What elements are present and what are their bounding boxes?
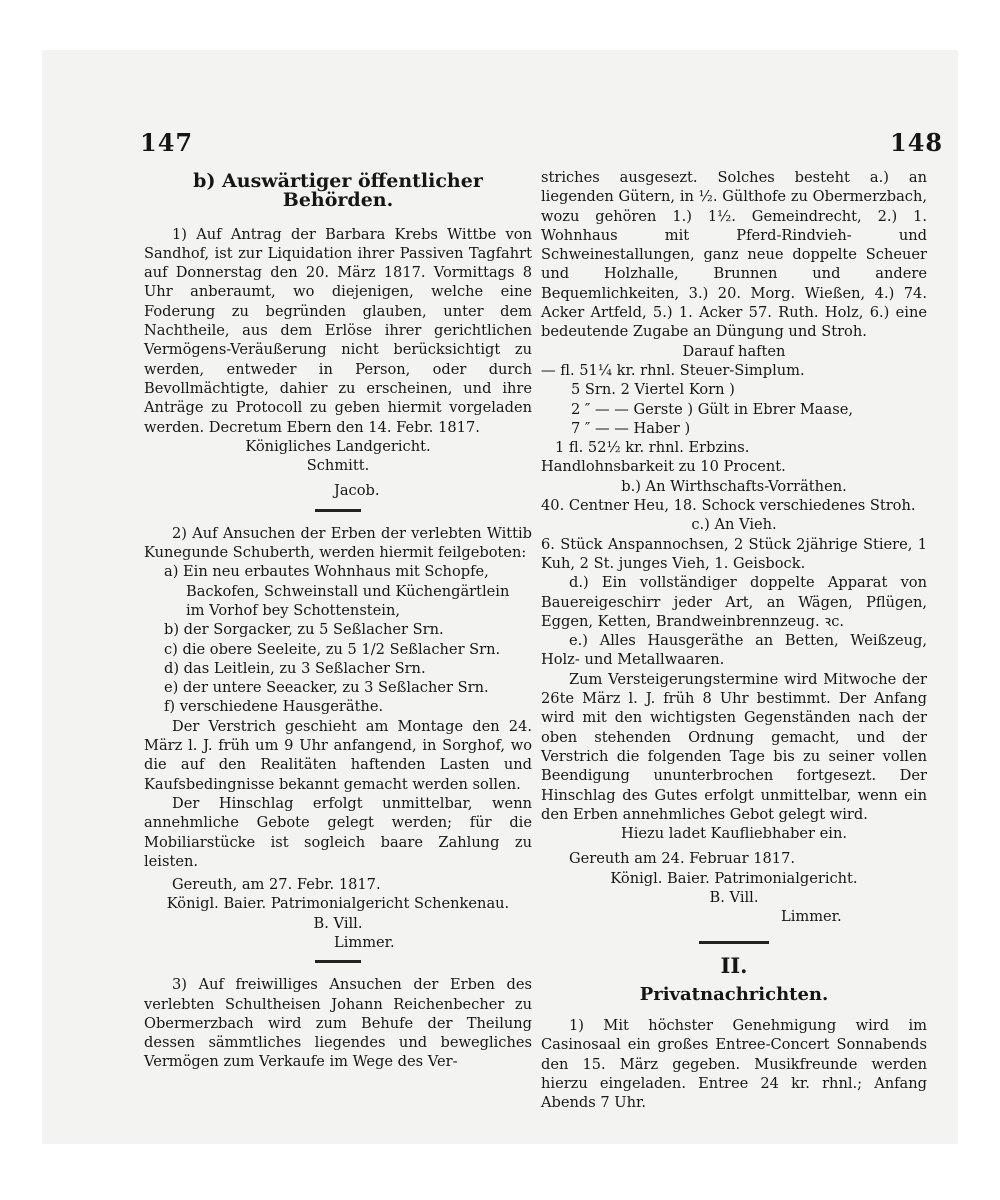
- liability-line: Handlohnsbarkeit zu 10 Procent.: [541, 458, 786, 476]
- stores-heading: b.) An Wirthschafts-Vorräthen.: [621, 477, 847, 495]
- liability-line: 7 ″ — — Haber ): [571, 419, 691, 437]
- private-notice-1: 1) Mit höchster Genehmigung wird im Casinosaal ein großes Entree-Concert Sonnabends den 15. März gegeben. Musikfreunde werden hierzu eingeladen. Entree 24 kr. rhnl.; Anfang Abends 7 Uhr.: [541, 1017, 927, 1112]
- notice-2-date: Gereuth, am 27. Febr. 1817.: [172, 876, 381, 894]
- separator-rule: [315, 509, 361, 512]
- notice-2-intro: 2) Auf Ansuchen der Erben der verlebten Wittib Kunegunde Schuberth, werden hiermit feilgeboten:: [144, 524, 532, 562]
- auction-invitation: Hiezu ladet Kaufliebhaber ein.: [620, 825, 848, 843]
- notice-2-signature-1: B. Vill.: [313, 914, 363, 932]
- separator-rule: [699, 941, 769, 944]
- right-page-number: 148: [890, 128, 944, 157]
- liability-line: 5 Srn. 2 Viertel Korn ): [571, 381, 735, 399]
- notice-1-signature-1: Schmitt.: [306, 457, 370, 475]
- notice-2-item: f) verschiedene Hausgeräthe.: [164, 698, 384, 716]
- livestock-text: 6. Stück Anspannochsen, 2 Stück 2jährige Stiere, 1 Kuh, 2 St. junges Vieh, 1. Geisbock.: [541, 535, 927, 572]
- section-heading: b) Auswärtiger öffentlicher Behörden.: [193, 170, 483, 212]
- liability-line: 1 fl. 52½ kr. rhnl. Erbzins.: [555, 439, 750, 457]
- left-page-number: 147: [140, 128, 194, 157]
- notice-2-item: d) das Leitlein, zu 3 Seßlacher Srn.: [164, 659, 426, 677]
- notice-2-item: a) Ein neu erbautes Wohnhaus mit Schopfe, Backofen, Schweinstall und Küchengärtlein im Vorhof bey Schottenstein,: [164, 563, 510, 619]
- household-text: e.) Alles Hausgeräthe an Betten, Weißzeug, Holz- und Metallwaaren.: [541, 632, 927, 669]
- notice-1-signature-2: Jacob.: [334, 482, 380, 500]
- section-number: II.: [720, 952, 748, 978]
- stores-text: 40. Centner Heu, 18. Schock verschiedenes Stroh.: [541, 497, 916, 515]
- livestock-heading: c.) An Vieh.: [691, 516, 777, 534]
- liability-line: — fl. 51¼ kr. rhnl. Steuer-Simplum.: [541, 361, 805, 379]
- notice-2-item: e) der untere Seeacker, zu 3 Seßlacher Srn.: [164, 679, 489, 697]
- right-date: Gereuth am 24. Februar 1817.: [569, 850, 796, 868]
- notice-2-authority: Königl. Baier. Patrimonialgericht Schenkenau.: [166, 895, 510, 913]
- left-column: [144, 168, 532, 1072]
- right-authority: Königl. Baier. Patrimonialgericht.: [610, 869, 858, 887]
- notice-1-text: 1) Auf Antrag der Barbara Krebs Wittbe von Sandhof, ist zur Liquidation ihrer Passiven Tagfahrt auf Donnerstag den 20. März 1817. Vormittags 8 Uhr anberaumt, wo diejenigen, welche eine Foderung zu begründen glauben, unter dem Nachtheile, aus dem Erlöse ihrer gerichtlichen Vermögens-Veräußerung nicht berücksichtigt zu werden, entweder in Person, oder durch Bevollmächtigte, dahier zu erscheinen, und ihre Anträge zu Protocoll zu geben hiermit vorgeladen werden. Decretum Ebern den 14. Febr. 1817.: [144, 225, 532, 436]
- equipment-text: d.) Ein vollständiger doppelte Apparat von Bauereigeschirr jeder Art, an Wägen, Pflügen, Eggen, Ketten, Brandweinbrennzeug. ꝛc.: [541, 574, 927, 630]
- right-signature-1: B. Vill.: [709, 888, 759, 906]
- notice-2-item: c) die obere Seeleite, zu 5 1/2 Seßlacher Srn.: [164, 640, 501, 658]
- notice-2-paragraph-2: Der Hinschlag erfolgt unmittelbar, wenn annehmliche Gebote gelegt werden; für die Mobiliarstücke ist sogleich baare Zahlung zu leisten.: [144, 794, 532, 870]
- liability-line: 2 ″ — — Gerste ) Gült in Ebrer Maase,: [571, 400, 853, 418]
- notice-3-text: 3) Auf freiwilliges Ansuchen der Erben des verlebten Schultheisen Johann Reichenbecher zu Obermerzbach wird zum Behufe der Theilung dessen sämmtliches liegendes und bewegliches Vermögen zum Verkaufe im Wege des Ver-: [144, 976, 532, 1071]
- right-signature-2: Limmer.: [781, 908, 842, 926]
- notice-2-paragraph-1: Der Verstrich geschieht am Montage den 24. März l. J. früh um 9 Uhr anfangend, in Sorghof, wo die auf den Realitäten haftenden Lasten und Kaufsbedingnisse bekannt gemacht werden sollen.: [144, 717, 532, 793]
- section-title: Privatnachrichten.: [639, 983, 829, 1005]
- notice-3-continuation: striches ausgesezt. Solches besteht a.) an liegenden Gütern, in ½. Gülthofe zu Obermerzbach, wozu gehören 1.) 1½. Gemeindrecht, 2.) 1. Wohnhaus mit Pferd-Rindvieh- und Schweinestallungen, ganz neue doppelte Scheuer und Holzhalle, Brunnen und andere Bequemlichkeiten, 3.) 20. Morg. Wießen, 4.) 74. Acker Artfeld, 5.) 1. Acker 57. Ruth. Holz, 6.) eine bedeutende Zugabe an Düngung und Stroh.: [541, 169, 927, 341]
- liabilities-heading: Darauf haften: [682, 342, 786, 360]
- auction-terms: Zum Versteigerungstermine wird Mitwoche der 26te März l. J. früh 8 Uhr bestimmt. Der Anfang wird mit den wichtigsten Gegenständen nach der oben stehenden Ordnung gemacht, und der Verstrich die folgenden Tage bis zu seiner vollen Beendigung ununterbrochen fortgesezt. Der Hinschlag des Gutes erfolgt unmittelbar, wenn ein den Erben annehmliches Gebot gelegt wird.: [541, 670, 927, 823]
- notice-1-authority: Königliches Landgericht.: [245, 437, 431, 455]
- separator-rule: [315, 960, 361, 963]
- notice-2-signature-2: Limmer.: [334, 933, 395, 951]
- right-column: [541, 168, 927, 1113]
- notice-2-item: b) der Sorgacker, zu 5 Seßlacher Srn.: [164, 621, 444, 639]
